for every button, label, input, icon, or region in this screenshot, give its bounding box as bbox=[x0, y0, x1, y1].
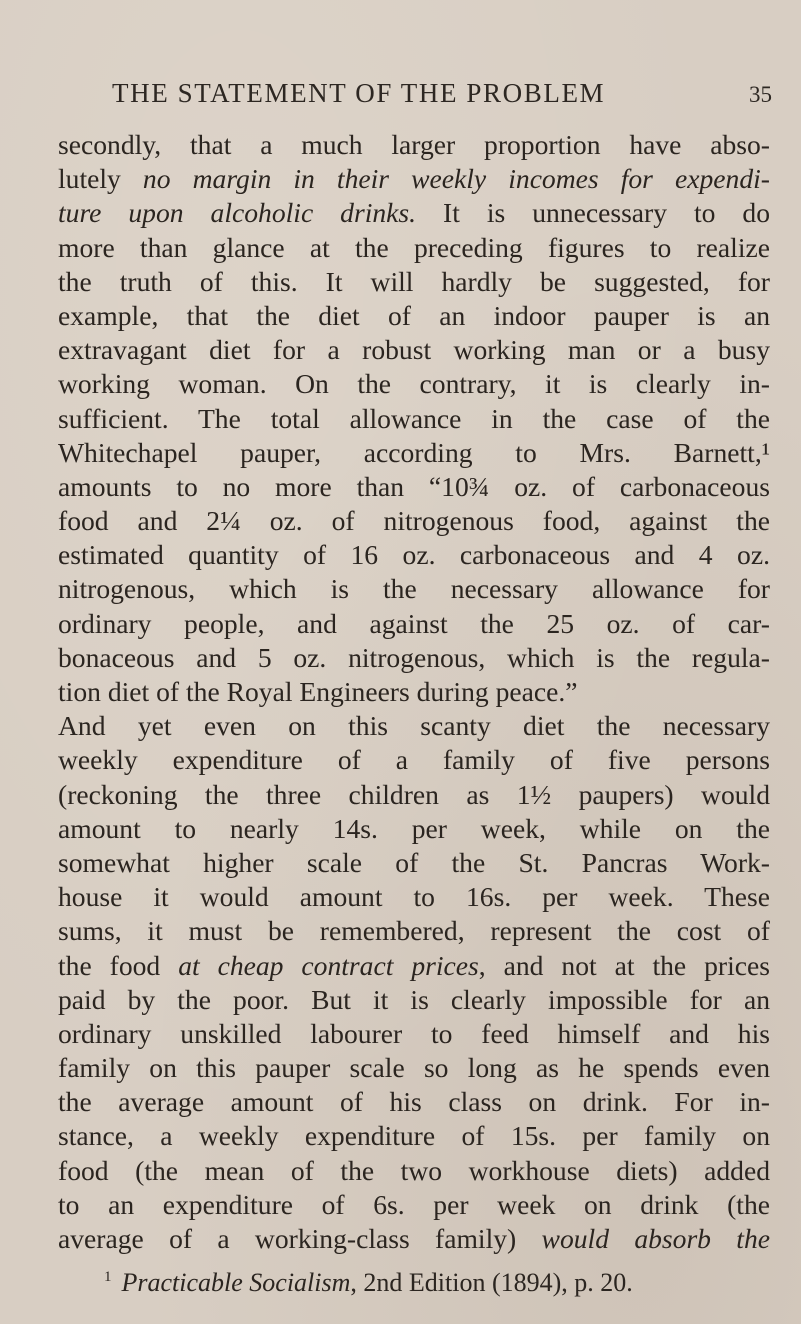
text-line: food (the mean of the two workhouse diets) added bbox=[58, 1154, 770, 1186]
text-line: the average amount of his class on drink. For in- bbox=[58, 1086, 770, 1118]
text-line: working woman. On the contrary, it is clearly in- bbox=[58, 368, 770, 400]
text-line: tion diet of the Royal Engineers during peace.” bbox=[58, 676, 578, 707]
text-line: paid by the poor. But it is clearly impossible for an bbox=[58, 983, 770, 1015]
running-head bbox=[112, 78, 772, 118]
text-line: the truth of this. It will hardly be suggested, for bbox=[58, 265, 770, 297]
italic-phrase: no margin in their weekly incomes for expendi- bbox=[142, 163, 770, 195]
page-number: 35 bbox=[749, 82, 772, 107]
text-line: amount to nearly 14s. per week, while on the bbox=[58, 812, 770, 844]
text-line: ture upon alcoholic drinks. It is unnecessary to do bbox=[58, 197, 771, 229]
running-title: THE STATEMENT OF THE PROBLEM bbox=[112, 78, 606, 108]
italic-phrase: ture upon alcoholic drinks. bbox=[58, 197, 417, 229]
text-line: extravagant diet for a robust working man or a busy bbox=[58, 334, 770, 366]
text-line: bonaceous and 5 oz. nitrogenous, which is the regula- bbox=[58, 641, 770, 673]
body-text bbox=[58, 128, 770, 1256]
text-line: estimated quantity of 16 oz. carbonaceous and 4 oz. bbox=[58, 539, 770, 571]
text-line: somewhat higher scale of the St. Pancras Work- bbox=[58, 846, 770, 878]
text-line: to an expenditure of 6s. per week on drink (the bbox=[58, 1188, 770, 1220]
text-line: food and 2¼ oz. of nitrogenous food, against the bbox=[58, 505, 770, 537]
footnote-title: Practicable Socialism bbox=[121, 1268, 351, 1297]
text-line: And yet even on this scanty diet the necessary bbox=[58, 710, 770, 742]
text-line: average of a working-class family) would absorb the bbox=[58, 1223, 770, 1254]
footnote-text: , 2nd Edition (1894), p. 20. bbox=[350, 1268, 633, 1297]
text-line: ordinary people, and against the 25 oz. of car- bbox=[58, 607, 770, 639]
text-line: nitrogenous, which is the necessary allowance for bbox=[58, 573, 770, 605]
italic-phrase: would absorb the bbox=[541, 1223, 770, 1254]
text-line: the food at cheap contract prices, and not at the prices bbox=[58, 949, 770, 981]
text-line: sums, it must be remembered, represent the cost of bbox=[58, 915, 770, 947]
footnote bbox=[104, 1268, 764, 1298]
text-line: ordinary unskilled labourer to feed himself and his bbox=[58, 1017, 770, 1049]
text-line: example, that the diet of an indoor pauper is an bbox=[58, 299, 770, 331]
text-line: (reckoning the three children as 1½ paupers) would bbox=[58, 778, 770, 810]
text-line: secondly, that a much larger proportion have abso- bbox=[58, 129, 770, 160]
text-line: more than glance at the preceding figures to realize bbox=[58, 231, 770, 263]
text-line: amounts to no more than “10¾ oz. of carbonaceous bbox=[58, 470, 770, 502]
text-line: Whitechapel pauper, according to Mrs. Barnett,¹ bbox=[58, 436, 770, 468]
text-line: stance, a weekly expenditure of 15s. per family on bbox=[58, 1120, 770, 1152]
text-line: weekly expenditure of a family of five persons bbox=[58, 744, 770, 776]
text-line: sufficient. The total allowance in the case of the bbox=[58, 402, 770, 434]
italic-phrase: at cheap contract prices bbox=[178, 949, 479, 981]
footnote-marker: 1 bbox=[104, 1269, 112, 1286]
text-line: house it would amount to 16s. per week. These bbox=[58, 881, 770, 913]
text-line: lutely no margin in their weekly incomes for expendi- bbox=[58, 163, 770, 195]
text-line: family on this pauper scale so long as he spends even bbox=[58, 1052, 770, 1084]
